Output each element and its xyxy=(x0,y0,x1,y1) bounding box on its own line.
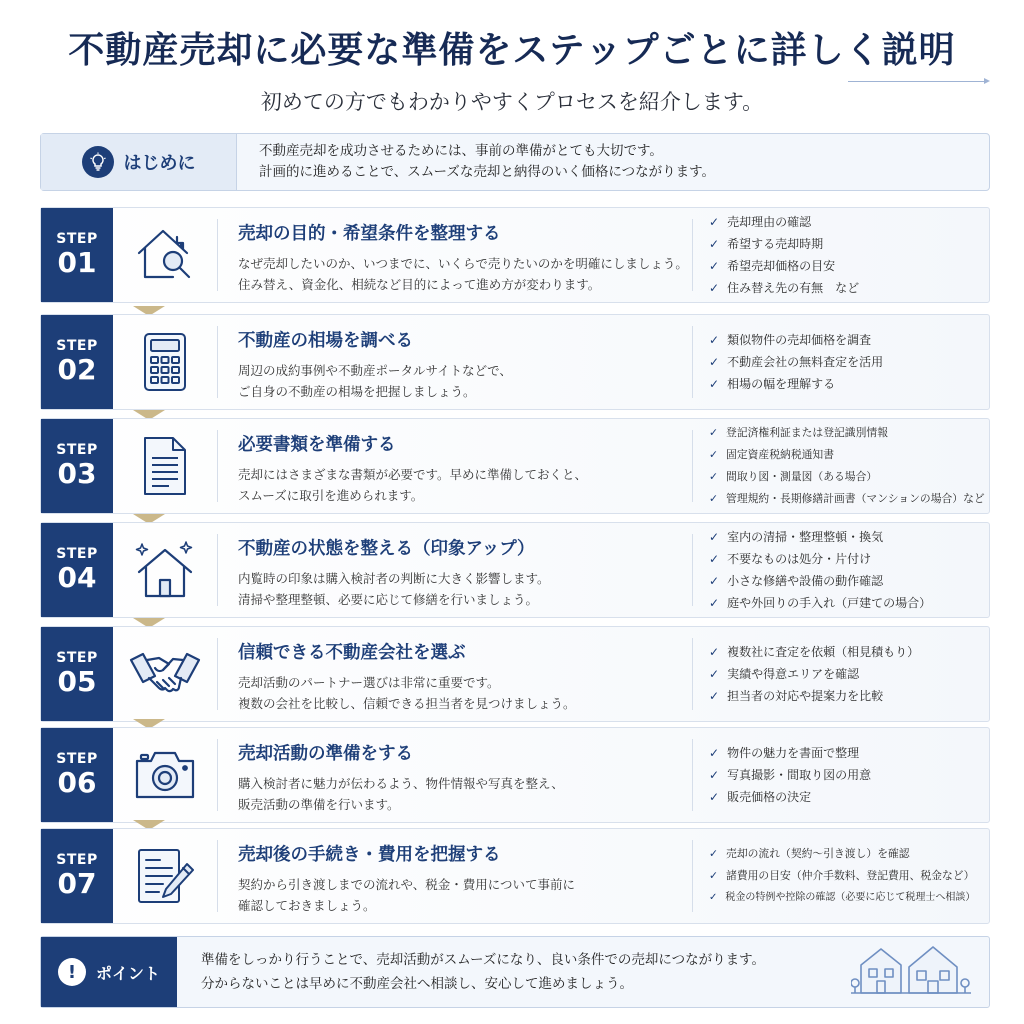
check-item-label: 管理規約・長期修繕計画書（マンションの場合）など xyxy=(726,492,985,505)
step-title: 売却活動の準備をする xyxy=(238,744,413,764)
step-checklist xyxy=(693,315,989,409)
point-line: 分からないことは早めに不動産会社へ相談し、安心して進めましょう。 xyxy=(201,976,633,992)
check-item xyxy=(709,352,989,372)
page-title: 不動産売却に必要な準備をステップごとに詳しく説明 xyxy=(68,29,956,71)
check-icon: ✓ xyxy=(709,281,720,295)
step-number-badge xyxy=(41,829,113,923)
step-desc-line: 住み替え、資金化、相続など目的によって進め方が変わります。 xyxy=(238,277,601,292)
step-description xyxy=(238,773,692,815)
step-card-05 xyxy=(40,626,990,722)
check-item xyxy=(709,527,989,547)
check-item xyxy=(709,489,989,509)
handshake-icon xyxy=(113,627,217,721)
step-word: STEP xyxy=(56,751,98,767)
step-checklist xyxy=(693,523,989,617)
check-item-label: 庭や外回りの手入れ（戸建ての場合） xyxy=(727,596,932,610)
check-item-label: 住み替え先の有無 など xyxy=(727,281,860,295)
check-item-label: 小さな修繕や設備の動作確認 xyxy=(727,574,884,588)
step-body xyxy=(218,728,692,822)
check-item xyxy=(709,330,989,350)
sparkle-house-icon xyxy=(113,523,217,617)
check-item xyxy=(709,467,989,487)
step-body xyxy=(218,829,692,923)
check-item-label: 実績や得意エリアを確認 xyxy=(727,667,860,681)
step-checklist xyxy=(693,208,989,302)
house-search-icon xyxy=(113,208,217,302)
check-item-label: 希望する売却時期 xyxy=(727,237,824,251)
check-item-label: 写真撮影・間取り図の用意 xyxy=(727,768,872,782)
check-item-label: 相場の幅を理解する xyxy=(727,377,836,391)
step-checklist xyxy=(693,627,989,721)
check-icon: ✓ xyxy=(709,869,719,882)
check-item-label: 複数社に査定を依頼（相見積もり） xyxy=(727,645,920,659)
check-icon: ✓ xyxy=(709,645,720,659)
step-word: STEP xyxy=(56,231,98,247)
step-description xyxy=(238,464,692,506)
exclamation-icon: ! xyxy=(58,958,86,986)
check-item xyxy=(709,278,989,298)
step-digit: 02 xyxy=(57,353,97,386)
step-word: STEP xyxy=(56,852,98,868)
check-item-label: 売却理由の確認 xyxy=(727,215,812,229)
camera-icon xyxy=(113,728,217,822)
check-item xyxy=(709,423,989,443)
check-icon: ✓ xyxy=(709,847,719,860)
page-subtitle: 初めての方でもわかりやすくプロセスを紹介します。 xyxy=(260,90,764,114)
check-item-label: 売却の流れ（契約～引き渡し）を確認 xyxy=(726,847,910,860)
step-number-badge xyxy=(41,419,113,513)
check-item xyxy=(709,571,989,591)
step-card-04 xyxy=(40,522,990,618)
check-item xyxy=(709,212,989,232)
intro-line: 計画的に進めることで、スムーズな売却と納得のいく価格につながります。 xyxy=(259,164,716,180)
houses-icon xyxy=(851,941,971,1001)
check-icon: ✓ xyxy=(709,426,719,439)
check-icon: ✓ xyxy=(709,596,720,610)
check-item xyxy=(709,765,989,785)
check-item-label: 不要なものは処分・片付け xyxy=(727,552,872,566)
check-item xyxy=(709,787,989,807)
check-item xyxy=(709,234,989,254)
step-body xyxy=(218,208,692,302)
check-item-label: 担当者の対応や提案力を比較 xyxy=(727,689,884,703)
intro-label: はじめに xyxy=(123,153,196,174)
step-checklist xyxy=(693,728,989,822)
step-desc-line: なぜ売却したいのか、いつまでに、いくらで売りたいのかを明確にしましょう。 xyxy=(238,256,688,271)
document-icon xyxy=(113,419,217,513)
check-icon: ✓ xyxy=(709,892,718,903)
step-title: 信頼できる不動産会社を選ぶ xyxy=(238,643,466,663)
step-description xyxy=(238,672,692,714)
check-item-label: 税金の特例や控除の確認（必要に応じて税理士へ相談） xyxy=(725,892,976,903)
check-item xyxy=(709,593,989,613)
step-word: STEP xyxy=(56,650,98,666)
check-item xyxy=(709,743,989,763)
check-item xyxy=(709,888,989,908)
step-desc-line: 売却活動のパートナー選びは非常に重要です。 xyxy=(238,675,500,690)
check-icon: ✓ xyxy=(709,377,720,391)
step-title: 売却後の手続き・費用を把握する xyxy=(238,845,501,865)
calculator-icon xyxy=(113,315,217,409)
document-pen-icon xyxy=(113,829,217,923)
title-underline xyxy=(848,81,988,82)
step-title: 必要書類を準備する xyxy=(238,435,396,455)
check-item-label: 固定資産税納税通知書 xyxy=(726,448,835,461)
step-desc-line: 複数の会社を比較し、信頼できる担当者を見つけましょう。 xyxy=(238,696,576,711)
step-desc-line: 販売活動の準備を行います。 xyxy=(238,797,400,812)
step-digit: 06 xyxy=(57,766,97,799)
check-item-label: 室内の清掃・整理整頓・換気 xyxy=(727,530,884,544)
step-card-03 xyxy=(40,418,990,514)
check-icon: ✓ xyxy=(709,492,719,505)
step-checklist xyxy=(693,419,989,513)
check-item-label: 登記済権利証または登記識別情報 xyxy=(726,426,888,439)
step-description xyxy=(238,253,692,295)
intro-box xyxy=(40,133,990,191)
step-desc-line: 売却にはさまざまな書類が必要です。早めに準備しておくと、 xyxy=(238,467,588,482)
point-box xyxy=(40,936,990,1008)
point-label-area xyxy=(41,937,177,1007)
step-desc-line: 清掃や整理整頓、必要に応じて修繕を行いましょう。 xyxy=(238,592,539,607)
check-icon: ✓ xyxy=(709,530,720,544)
step-body xyxy=(218,523,692,617)
check-item xyxy=(709,374,989,394)
check-icon: ✓ xyxy=(709,215,720,229)
check-icon: ✓ xyxy=(709,355,720,369)
step-body xyxy=(218,627,692,721)
check-item-label: 物件の魅力を書面で整理 xyxy=(727,746,860,760)
check-icon: ✓ xyxy=(709,237,720,251)
step-checklist xyxy=(693,829,989,923)
check-icon: ✓ xyxy=(709,790,720,804)
check-icon: ✓ xyxy=(709,470,719,483)
check-icon: ✓ xyxy=(709,448,719,461)
check-icon: ✓ xyxy=(709,574,720,588)
step-word: STEP xyxy=(56,442,98,458)
step-title: 不動産の状態を整える（印象アップ） xyxy=(238,539,535,559)
check-item xyxy=(709,256,989,276)
step-body xyxy=(218,315,692,409)
step-description xyxy=(238,360,692,402)
check-item xyxy=(709,866,989,886)
check-item xyxy=(709,445,989,465)
check-icon: ✓ xyxy=(709,333,720,347)
step-digit: 05 xyxy=(57,665,97,698)
intro-line: 不動産売却を成功させるためには、事前の準備がとても大切です。 xyxy=(259,143,663,159)
point-line: 準備をしっかり行うことで、売却活動がスムーズになり、良い条件での売却につながります。 xyxy=(201,952,766,968)
step-description xyxy=(238,874,692,916)
step-desc-line: ご自身の不動産の相場を把握しましょう。 xyxy=(238,384,476,399)
check-item xyxy=(709,844,989,864)
step-desc-line: 契約から引き渡しまでの流れや、税金・費用について事前に xyxy=(238,877,576,892)
check-icon: ✓ xyxy=(709,667,720,681)
point-label: ポイント xyxy=(95,963,160,983)
step-desc-line: 内覧時の印象は購入検討者の判断に大きく影響します。 xyxy=(238,571,550,586)
lightbulb-icon xyxy=(82,146,114,178)
step-desc-line: スムーズに取引を進められます。 xyxy=(238,488,424,503)
step-number-badge xyxy=(41,523,113,617)
check-icon: ✓ xyxy=(709,689,720,703)
step-card-02 xyxy=(40,314,990,410)
check-item xyxy=(709,686,989,706)
check-item-label: 類似物件の売却価格を調査 xyxy=(727,333,872,347)
step-digit: 04 xyxy=(57,561,97,594)
intro-text xyxy=(237,141,715,183)
step-number-badge xyxy=(41,627,113,721)
step-card-07 xyxy=(40,828,990,924)
check-item-label: 諸費用の目安（仲介手数料、登記費用、税金など） xyxy=(726,869,975,882)
check-icon: ✓ xyxy=(709,768,720,782)
step-title: 売却の目的・希望条件を整理する xyxy=(238,224,501,244)
step-word: STEP xyxy=(56,338,98,354)
check-icon: ✓ xyxy=(709,552,720,566)
step-desc-line: 購入検討者に魅力が伝わるよう、物件情報や写真を整え、 xyxy=(238,776,564,791)
check-icon: ✓ xyxy=(709,259,720,273)
step-number-badge xyxy=(41,315,113,409)
check-item-label: 間取り図・測量図（ある場合） xyxy=(726,470,878,483)
check-item xyxy=(709,664,989,684)
step-body xyxy=(218,419,692,513)
step-title: 不動産の相場を調べる xyxy=(238,331,413,351)
check-item-label: 販売価格の決定 xyxy=(727,790,812,804)
check-item-label: 希望売却価格の目安 xyxy=(727,259,836,273)
step-digit: 03 xyxy=(57,457,97,490)
check-item-label: 不動産会社の無料査定を活用 xyxy=(727,355,884,369)
check-item xyxy=(709,549,989,569)
step-digit: 07 xyxy=(57,867,97,900)
intro-label-area xyxy=(41,134,237,190)
check-icon: ✓ xyxy=(709,746,720,760)
step-number-badge xyxy=(41,728,113,822)
step-desc-line: 周辺の成約事例や不動産ポータルサイトなどで、 xyxy=(238,363,512,378)
step-digit: 01 xyxy=(57,246,97,279)
point-text xyxy=(177,948,765,996)
step-description xyxy=(238,568,692,610)
step-word: STEP xyxy=(56,546,98,562)
check-item xyxy=(709,642,989,662)
step-card-06 xyxy=(40,727,990,823)
step-desc-line: 確認しておきましょう。 xyxy=(238,898,376,913)
step-card-01 xyxy=(40,207,990,303)
step-number-badge xyxy=(41,208,113,302)
